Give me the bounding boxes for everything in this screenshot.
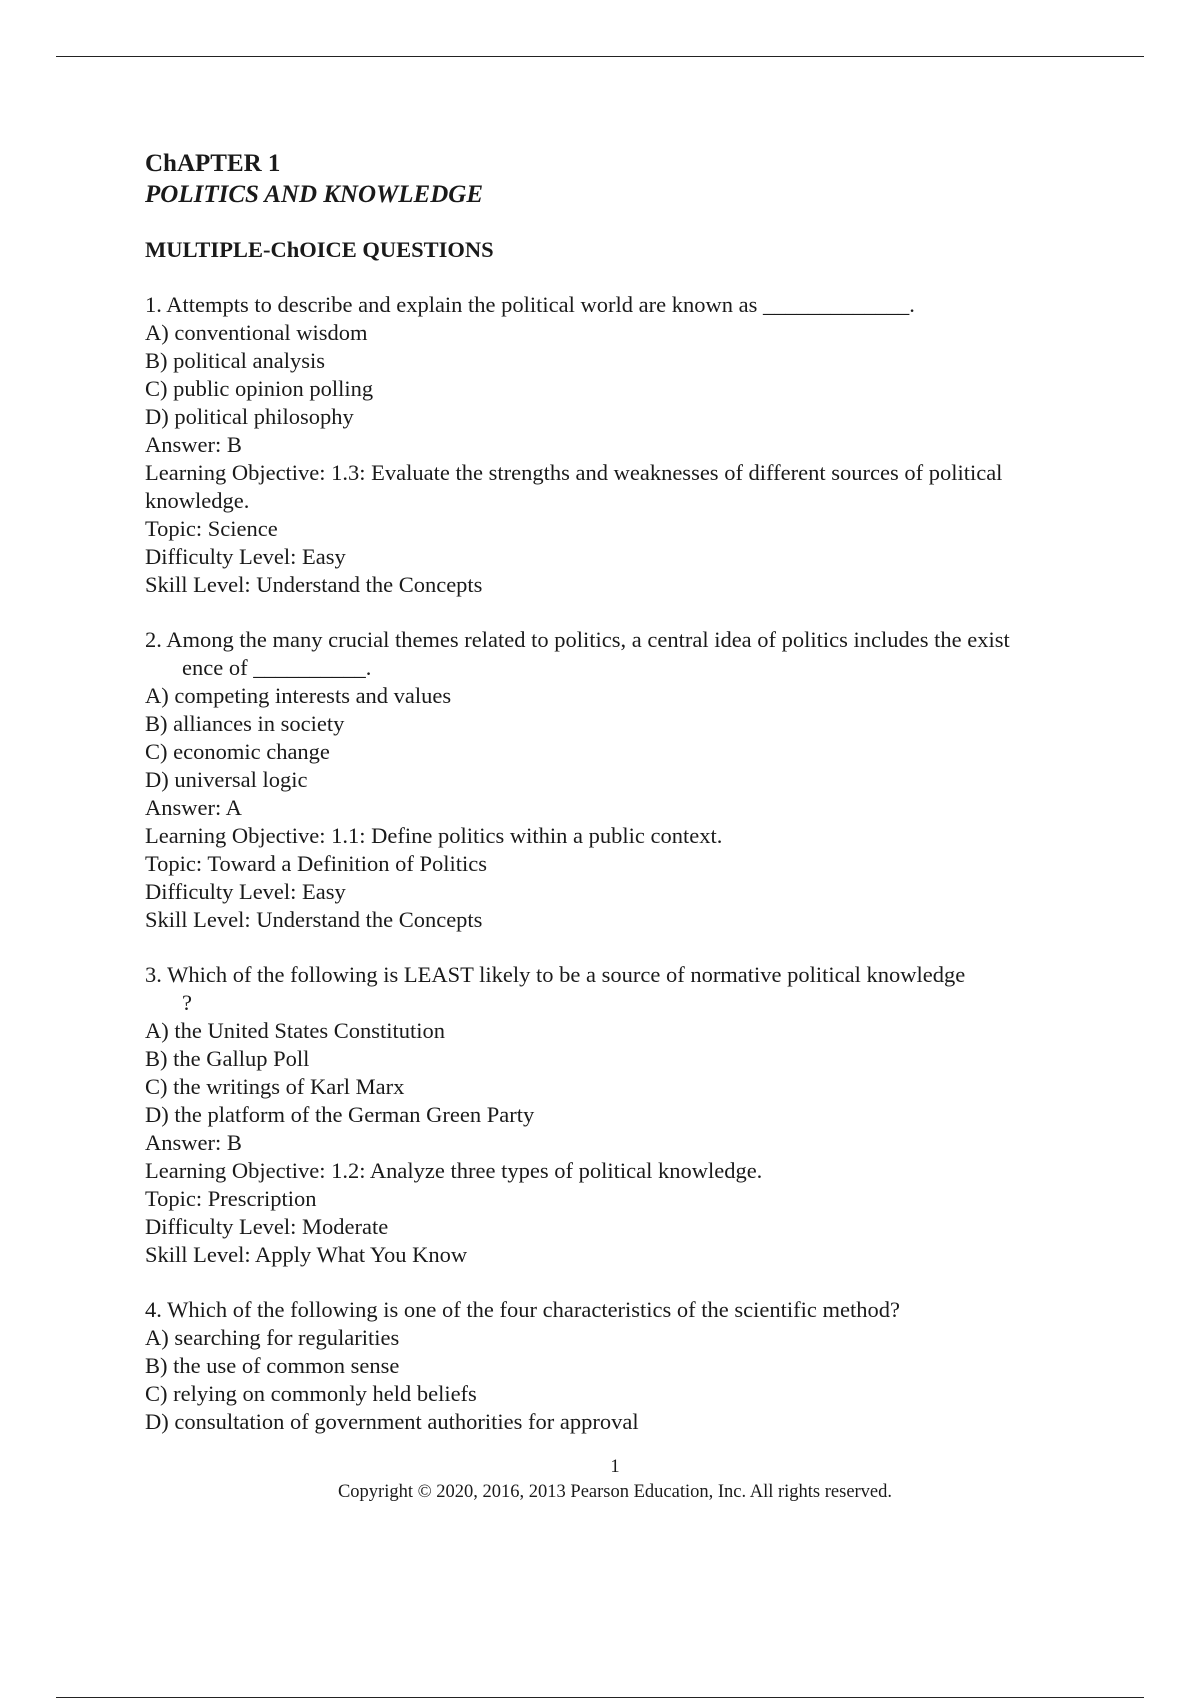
skill-level: Skill Level: Understand the Concepts bbox=[145, 907, 483, 932]
question-stem bbox=[145, 291, 1085, 319]
question-2 bbox=[145, 626, 1085, 934]
question-stem-text: 3. Which of the following is LEAST likely to be a source of normative political knowledge bbox=[145, 962, 966, 987]
answer: Answer: A bbox=[145, 795, 242, 820]
question-stem bbox=[145, 626, 1085, 682]
topic: Topic: Prescription bbox=[145, 1186, 317, 1211]
skill-level: Skill Level: Understand the Concepts bbox=[145, 572, 483, 597]
question-3 bbox=[145, 961, 1085, 1269]
difficulty-level: Difficulty Level: Easy bbox=[145, 879, 346, 904]
copyright-notice: Copyright © 2020, 2016, 2013 Pearson Education, Inc. All rights reserved. bbox=[337, 1482, 893, 1502]
option-d: D) political philosophy bbox=[145, 404, 354, 429]
option-c: C) economic change bbox=[145, 739, 330, 764]
question-stem bbox=[145, 1296, 1085, 1324]
question-stem-text: 4. Which of the following is one of the four characteristics of the scientific method? bbox=[145, 1297, 900, 1322]
section-heading: MULTIPLE-ChOICE QUESTIONS bbox=[145, 237, 494, 262]
skill-level: Skill Level: Apply What You Know bbox=[145, 1242, 468, 1267]
difficulty-level: Difficulty Level: Easy bbox=[145, 544, 346, 569]
chapter-subtitle: POLITICS AND KNOWLEDGE bbox=[145, 181, 484, 208]
question-stem bbox=[145, 961, 1085, 1017]
document-body bbox=[145, 148, 1085, 1436]
topic: Topic: Toward a Definition of Politics bbox=[145, 851, 488, 876]
option-b: B) the use of common sense bbox=[145, 1353, 400, 1378]
answer: Answer: B bbox=[145, 432, 242, 457]
option-b: B) the Gallup Poll bbox=[145, 1046, 310, 1071]
option-c: C) relying on commonly held beliefs bbox=[145, 1381, 477, 1406]
topic: Topic: Science bbox=[145, 516, 278, 541]
option-c: C) the writings of Karl Marx bbox=[145, 1074, 405, 1099]
question-stem-text: 2. Among the many crucial themes related to politics, a central idea of politics includes the exist bbox=[145, 627, 1010, 652]
option-b: B) political analysis bbox=[145, 348, 325, 373]
option-d: D) universal logic bbox=[145, 767, 308, 792]
option-d: D) the platform of the German Green Party bbox=[145, 1102, 535, 1127]
learning-objective: Learning Objective: 1.2: Analyze three types of political knowledge. bbox=[145, 1158, 763, 1183]
option-b: B) alliances in society bbox=[145, 711, 345, 736]
learning-objective: Learning Objective: 1.1: Define politics within a public context. bbox=[145, 823, 723, 848]
question-stem-text: 1. Attempts to describe and explain the political world are known as _____________. bbox=[145, 292, 915, 317]
top-rule bbox=[56, 56, 1144, 57]
difficulty-level: Difficulty Level: Moderate bbox=[145, 1214, 389, 1239]
chapter-title: ChAPTER 1 bbox=[145, 150, 281, 177]
question-1 bbox=[145, 291, 1085, 599]
question-stem-continuation: ence of __________. bbox=[182, 655, 372, 680]
option-d: D) consultation of government authorities for approval bbox=[145, 1409, 639, 1434]
option-a: A) searching for regularities bbox=[145, 1325, 400, 1350]
option-a: A) conventional wisdom bbox=[145, 320, 368, 345]
option-a: A) competing interests and values bbox=[145, 683, 452, 708]
learning-objective: Learning Objective: 1.3: Evaluate the strengths and weaknesses of different sources of political knowledge. bbox=[145, 460, 1003, 513]
question-4 bbox=[145, 1296, 1085, 1436]
page-number: 1 bbox=[610, 1457, 620, 1477]
question-stem-continuation: ? bbox=[182, 990, 192, 1015]
bottom-rule bbox=[56, 1697, 1144, 1698]
option-c: C) public opinion polling bbox=[145, 376, 374, 401]
answer: Answer: B bbox=[145, 1130, 242, 1155]
option-a: A) the United States Constitution bbox=[145, 1018, 445, 1043]
